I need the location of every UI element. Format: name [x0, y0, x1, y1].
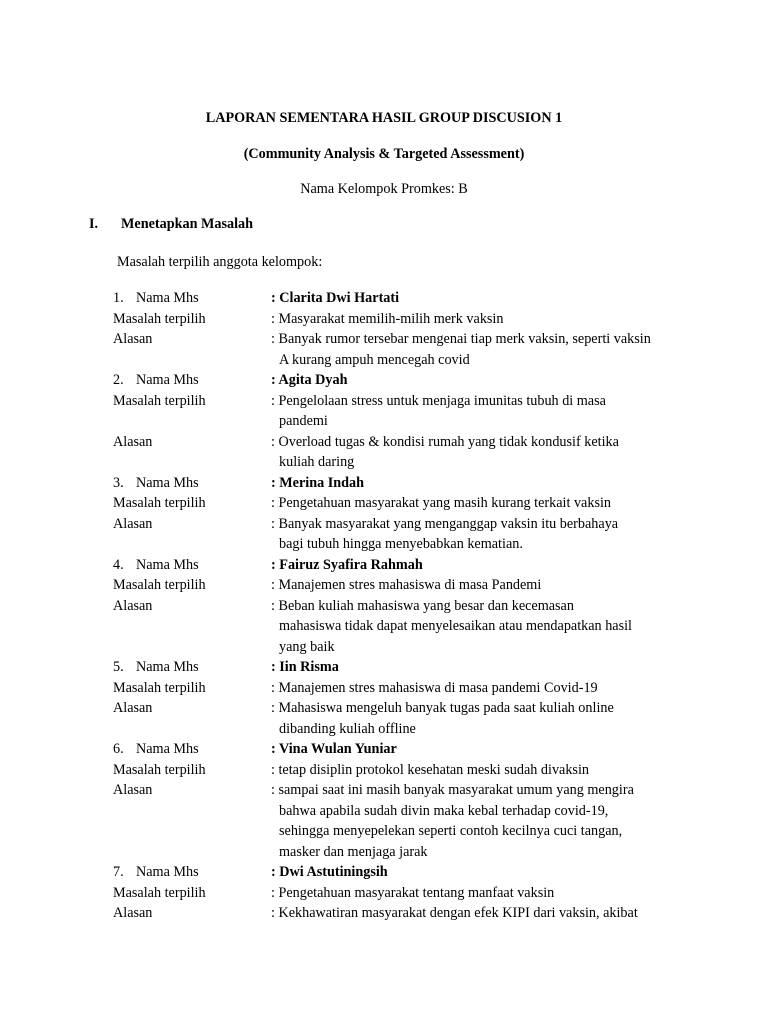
entry-problem-label: Masalah terpilih [113, 679, 206, 696]
section-number: I. [89, 216, 99, 232]
entry-problem-label: Masalah terpilih [113, 577, 206, 593]
entry-reason-text [271, 514, 693, 555]
entry-reason-label: Alasan [113, 597, 153, 614]
entry-reason-label: Alasan [113, 515, 153, 532]
entry-reason-text [271, 329, 693, 370]
entry-problem-label: Masalah terpilih [113, 310, 206, 327]
entry-reason-row [113, 514, 693, 555]
entry-reason-row [113, 432, 693, 473]
entry-reason-row [113, 596, 693, 658]
name-label-text: Nama Mhs [136, 864, 199, 880]
member-entry [113, 473, 693, 555]
entry-problem-line: : Masyarakat memilih-milih merk vaksin [271, 310, 504, 327]
entry-name-row [113, 555, 693, 576]
entry-reason-line: sehingga menyepelekan seperti contoh kecilnya cuci tangan, [279, 823, 623, 839]
entry-problem-line: pandemi [279, 413, 328, 429]
entry-reason-text [271, 596, 693, 658]
member-entry [113, 657, 693, 739]
entry-reason-text [271, 903, 693, 924]
entry-reason-text [271, 432, 693, 473]
entry-reason-line: A kurang ampuh mencegah covid [279, 351, 470, 368]
entry-reason-row [113, 698, 693, 739]
name-label-text: Nama Mhs [136, 741, 199, 757]
report-title: LAPORAN SEMENTARA HASIL GROUP DISCUSION 1 [205, 110, 563, 126]
entry-number: 3. [113, 474, 124, 491]
entry-student-name: : Iin Risma [271, 659, 339, 675]
entry-problem-text [271, 493, 693, 514]
name-label-text: Nama Mhs [136, 659, 199, 675]
entry-name-label [113, 657, 271, 678]
entry-reason-line: : Banyak masyarakat yang menganggap vaksin itu berbahaya [271, 515, 619, 532]
entry-student-name: : Clarita Dwi Hartati [271, 290, 400, 306]
entry-reason-row [113, 780, 693, 862]
entry-problem-row [113, 678, 693, 699]
entry-problem-line: : Manajemen stres mahasiswa di masa pandemi Covid-19 [271, 679, 598, 696]
entry-reason-label: Alasan [113, 433, 153, 450]
name-label-text: Nama Mhs [136, 474, 199, 491]
entry-problem-line: : tetap disiplin protokol kesehatan meski sudah divaksin [271, 761, 589, 778]
entry-reason-line: : sampai saat ini masih banyak masyarakat umum yang mengira [271, 782, 634, 798]
section-title: Menetapkan Masalah [121, 216, 254, 232]
entry-name-label [113, 473, 271, 494]
entry-number: 2. [113, 372, 124, 388]
entry-problem-text [271, 391, 693, 432]
entry-reason-line: : Beban kuliah mahasiswa yang besar dan kecemasan [271, 597, 574, 614]
entry-reason-line: : Overload tugas & kondisi rumah yang tidak kondusif ketika [271, 433, 619, 450]
entry-reason-label: Alasan [113, 905, 153, 921]
entry-problem-row [113, 493, 693, 514]
section-intro: Masalah terpilih anggota kelompok: [117, 254, 323, 270]
entry-problem-label: Masalah terpilih [113, 884, 206, 901]
entry-reason-line: : Banyak rumor tersebar mengenai tiap merk vaksin, seperti vaksin [271, 331, 651, 347]
entry-reason-row [113, 329, 693, 370]
entry-name-label [113, 739, 271, 760]
entry-reason-line: mahasiswa tidak dapat menyelesaikan atau mendapatkan hasil [279, 618, 632, 634]
entry-name-label [113, 288, 271, 309]
entry-student-name: : Vina Wulan Yuniar [271, 741, 397, 757]
entry-number: 6. [113, 741, 124, 757]
entry-reason-line: : Mahasiswa mengeluh banyak tugas pada saat kuliah online [271, 700, 614, 716]
entry-student-name: : Agita Dyah [271, 372, 348, 388]
entry-name-row [113, 473, 693, 494]
entry-problem-line: : Pengetahuan masyarakat tentang manfaat vaksin [271, 884, 555, 901]
entry-reason-label: Alasan [113, 700, 153, 716]
entry-reason-label: Alasan [113, 331, 153, 347]
entry-name-label [113, 862, 271, 883]
member-entry [113, 288, 693, 370]
name-label-text: Nama Mhs [136, 556, 199, 573]
entry-reason-line: yang baik [279, 638, 335, 655]
entry-problem-row [113, 575, 693, 596]
entry-reason-line: masker dan menjaga jarak [279, 843, 428, 860]
entry-problem-text [271, 575, 693, 596]
entry-number: 1. [113, 290, 124, 306]
entry-reason-line: : Kekhawatiran masyarakat dengan efek KIPI dari vaksin, akibat [271, 905, 638, 921]
member-entry [113, 739, 693, 862]
entry-name-row [113, 370, 693, 391]
entry-problem-text [271, 760, 693, 781]
entry-reason-label: Alasan [113, 782, 153, 798]
entry-problem-label: Masalah terpilih [113, 761, 206, 778]
member-entries-list [113, 288, 693, 924]
entry-problem-line: : Pengelolaan stress untuk menjaga imunitas tubuh di masa [271, 392, 606, 409]
entry-problem-line: : Pengetahuan masyarakat yang masih kurang terkait vaksin [271, 495, 612, 511]
member-entry [113, 370, 693, 473]
member-entry [113, 555, 693, 658]
member-entry [113, 862, 693, 924]
entry-problem-text [271, 883, 693, 904]
entry-reason-line: dibanding kuliah offline [279, 720, 416, 737]
entry-reason-text [271, 780, 693, 862]
group-name: Nama Kelompok Promkes: B [300, 181, 468, 197]
entry-student-name: : Merina Indah [271, 474, 365, 491]
entry-reason-row [113, 903, 693, 924]
entry-number: 7. [113, 864, 124, 880]
entry-problem-row [113, 391, 693, 432]
entry-reason-text [271, 698, 693, 739]
entry-problem-row [113, 760, 693, 781]
entry-problem-row [113, 309, 693, 330]
entry-student-name: : Dwi Astutiningsih [271, 864, 388, 880]
entry-name-label [113, 555, 271, 576]
entry-name-label [113, 370, 271, 391]
entry-problem-text [271, 678, 693, 699]
entry-problem-label: Masalah terpilih [113, 392, 206, 409]
name-label-text: Nama Mhs [136, 372, 199, 388]
entry-name-row [113, 862, 693, 883]
entry-reason-line: bahwa apabila sudah divin maka kebal terhadap covid-19, [279, 802, 609, 819]
entry-number: 4. [113, 556, 124, 573]
report-subtitle: (Community Analysis & Targeted Assessment) [243, 146, 525, 162]
entry-name-row [113, 739, 693, 760]
entry-problem-text [271, 309, 693, 330]
entry-student-name: : Fairuz Syafira Rahmah [271, 556, 423, 573]
name-label-text: Nama Mhs [136, 290, 199, 306]
entry-problem-row [113, 883, 693, 904]
entry-problem-line: : Manajemen stres mahasiswa di masa Pandemi [271, 577, 542, 593]
entry-name-row [113, 657, 693, 678]
entry-number: 5. [113, 659, 124, 675]
entry-reason-line: bagi tubuh hingga menyebabkan kematian. [279, 536, 523, 552]
entry-problem-label: Masalah terpilih [113, 495, 206, 511]
entry-reason-line: kuliah daring [279, 454, 355, 470]
entry-name-row [113, 288, 693, 309]
